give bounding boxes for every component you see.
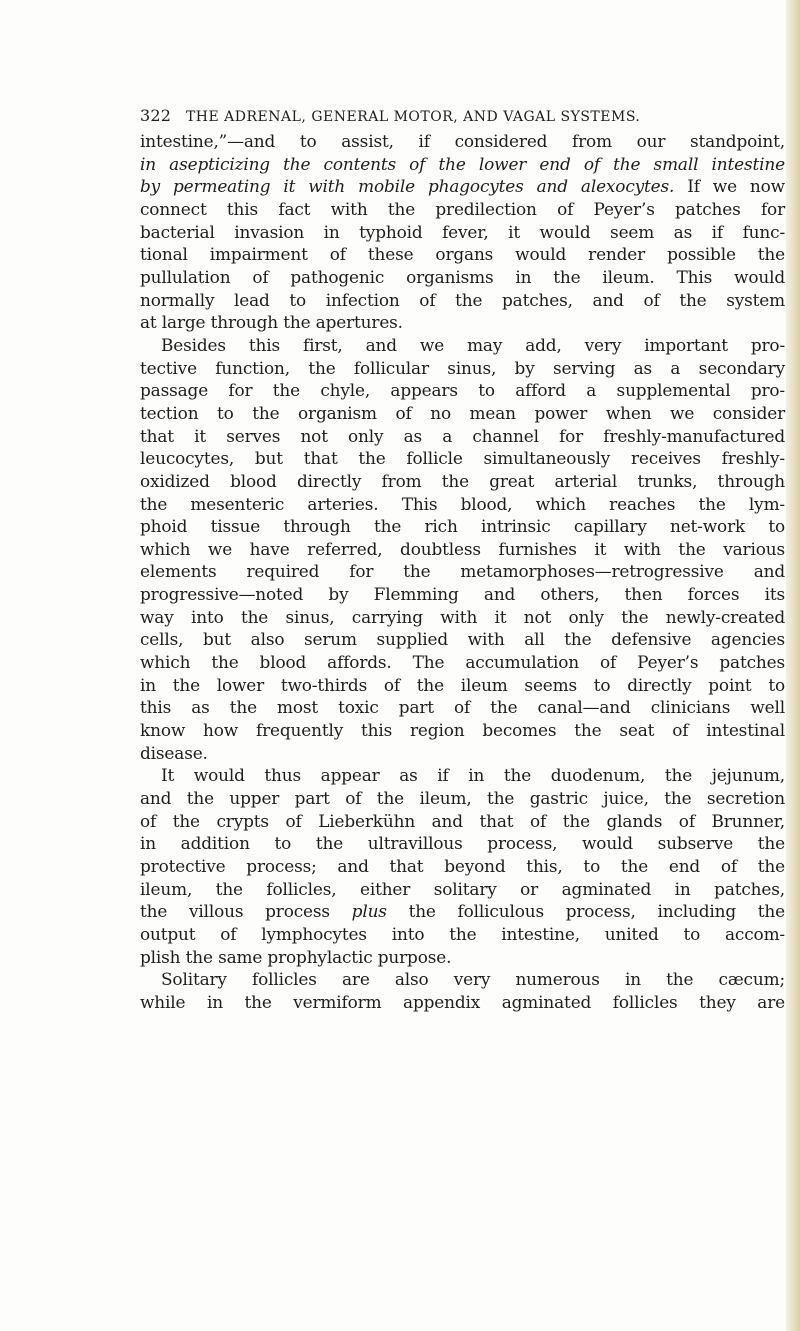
text-line-mixed bbox=[140, 900, 785, 923]
italic-word: plus bbox=[351, 901, 387, 922]
text-line: leucocytes, but that the follicle simultaneously receives freshly- bbox=[140, 448, 785, 469]
text-line: Solitary follicles are also very numerous in the cæcum; bbox=[161, 969, 785, 990]
body-text bbox=[140, 130, 785, 1014]
text-line: pullulation of pathogenic organisms in the ileum. This would bbox=[140, 266, 785, 287]
text-line: elements required for the metamorphoses—retrogressive and bbox=[140, 561, 785, 582]
text-line: tection to the organism of no mean power when we consider bbox=[140, 402, 785, 423]
text-line: the mesenteric arteries. This blood, which reaches the lym- bbox=[140, 493, 785, 514]
text-line: It would thus appear as if in the duodenum, the jejunum, bbox=[161, 765, 785, 786]
text-line: ileum, the follicles, either solitary or agminated in patches, bbox=[140, 878, 785, 899]
text-line-mixed bbox=[140, 175, 785, 198]
page-number: 322 bbox=[140, 106, 172, 125]
text-line-italic bbox=[140, 153, 785, 176]
text-line: disease. bbox=[140, 742, 208, 763]
text-line: in addition to the ultravillous process, would subserve the bbox=[140, 833, 785, 854]
text-line: bacterial invasion in typhoid fever, it would seem as if func- bbox=[140, 221, 785, 242]
text-line: plish the same prophylactic purpose. bbox=[140, 946, 452, 967]
text-line: intestine,”—and to assist, if considered from our standpoint, bbox=[140, 131, 785, 151]
text-line: cells, but also serum supplied with all the defensive agencies bbox=[140, 629, 785, 650]
text-line: output of lymphocytes into the intestine, united to accom- bbox=[140, 923, 785, 944]
text-line: while in the vermiform appendix agminated follicles they are bbox=[140, 991, 785, 1012]
text-line: Besides this first, and we may add, very important pro- bbox=[161, 334, 785, 355]
text-line: at large through the apertures. bbox=[140, 312, 403, 333]
text-line: tective function, the follicular sinus, by serving as a secondary bbox=[140, 357, 785, 378]
text-line: which we have referred, doubtless furnishes it with the various bbox=[140, 538, 785, 559]
roman-phrase: the folliculous process, including the bbox=[386, 901, 785, 922]
text-line: progressive—noted by Flemming and others, then forces its bbox=[140, 584, 785, 605]
text-line: in the lower two-thirds of the ileum seems to directly point to bbox=[140, 674, 785, 695]
text-line: oxidized blood directly from the great arterial trunks, through bbox=[140, 470, 785, 491]
page-edge-shadow bbox=[786, 0, 800, 1331]
text-line: passage for the chyle, appears to afford a supplemental pro- bbox=[140, 380, 785, 401]
running-head-title: THE ADRENAL, GENERAL MOTOR, AND VAGAL SYSTEMS. bbox=[185, 109, 641, 125]
text-line: normally lead to infection of the patches, and of the system bbox=[140, 289, 785, 310]
text-line: which the blood affords. The accumulation of Peyer’s patches bbox=[140, 652, 785, 673]
italic-phrase: by permeating it with mobile phagocytes and alexocytes. bbox=[140, 176, 675, 197]
italic-phrase: in asepticizing the contents of the lower end of the small intestine bbox=[140, 153, 785, 174]
text-line: tional impairment of these organs would render possible the bbox=[140, 244, 785, 265]
running-head bbox=[140, 106, 780, 125]
text-line: that it serves not only as a channel for freshly-manufactured bbox=[140, 425, 785, 446]
text-line: connect this fact with the predilection of Peyer’s patches for bbox=[140, 198, 785, 219]
text-line: and the upper part of the ileum, the gastric juice, the secretion bbox=[140, 788, 785, 809]
text-line: of the crypts of Lieberkühn and that of the glands of Brunner, bbox=[140, 810, 785, 831]
text-line: protective process; and that beyond this, to the end of the bbox=[140, 856, 785, 876]
text-line: this as the most toxic part of the canal—and clinicians well bbox=[140, 697, 785, 718]
roman-phrase: the villous process bbox=[140, 901, 352, 922]
text-line: know how frequently this region becomes the seat of intestinal bbox=[140, 720, 785, 741]
text-line: way into the sinus, carrying with it not only the newly-created bbox=[140, 606, 785, 627]
roman-phrase: If we now bbox=[674, 176, 785, 197]
text-line: phoid tissue through the rich intrinsic capillary net-work to bbox=[140, 516, 785, 537]
